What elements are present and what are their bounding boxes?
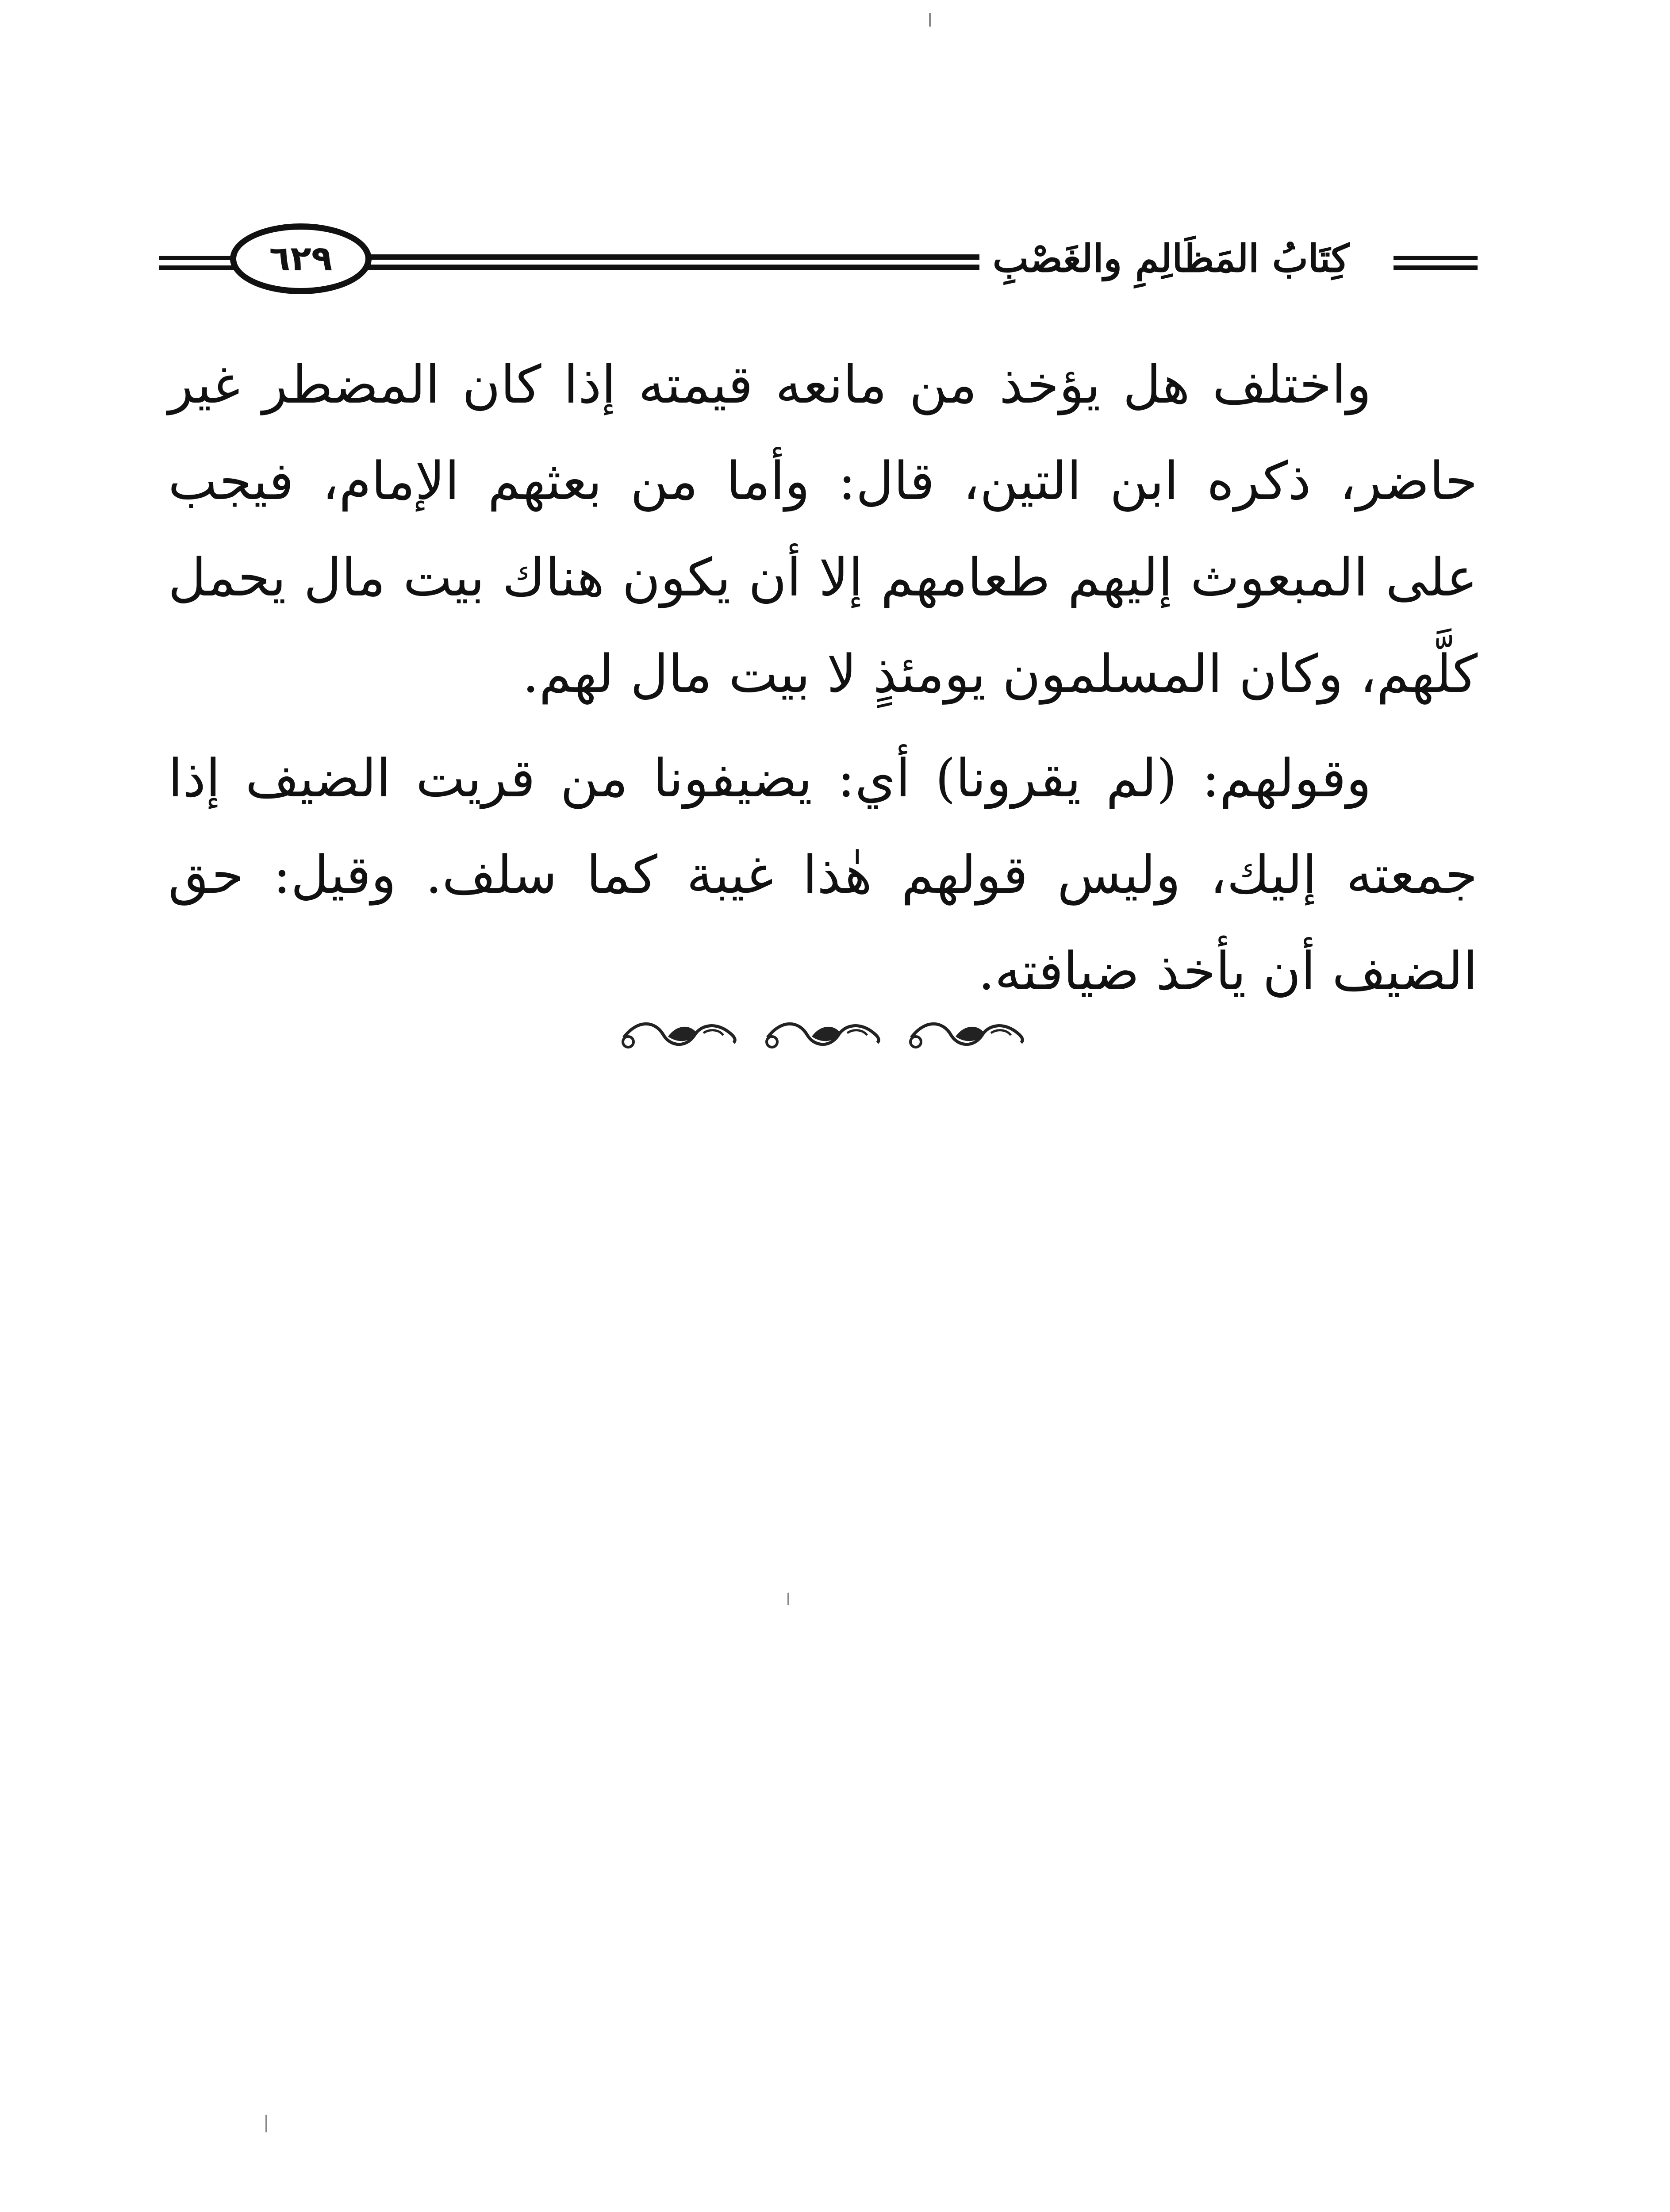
header-rule-right-bottom: [1394, 265, 1478, 270]
floral-flourish-icon: [759, 1011, 887, 1060]
page-header: [159, 208, 1478, 310]
main-text: [168, 336, 1478, 1019]
header-rule-right-top: [1394, 256, 1478, 260]
running-title: كِتَابُ المَظَالِمِ والغَصْبِ: [979, 230, 1363, 288]
page-number-badge: [230, 223, 372, 294]
scan-speck: [929, 13, 931, 27]
section-end-ornament: [615, 1011, 1031, 1060]
floral-flourish-icon: [615, 1011, 743, 1060]
scan-speck: [265, 2115, 267, 2132]
scan-speck: [787, 1593, 789, 1605]
paragraph-2: وقولهم: (لم يقرونا) أي: يضيفونا من قريت الضيف إذا جمعته إليك، وليس قولهم هٰذا غيبة كما سلف. وقيل: حق الضيف أن يأخذ ضيافته.: [168, 748, 1478, 1002]
floral-flourish-icon: [902, 1011, 1031, 1060]
page-number: ٦٢٩: [269, 239, 333, 279]
paragraph-1: واختلف هل يؤخذ من مانعه قيمته إذا كان المضطر غير حاضر، ذكره ابن التين، قال: وأما من بعثهم الإمام، فيجب على المبعوث إليهم طعامهم إلا أن يكون هناك بيت مال يحمل كلَّهم، وكان المسلمون يومئذٍ لا بيت مال لهم.: [168, 354, 1478, 704]
